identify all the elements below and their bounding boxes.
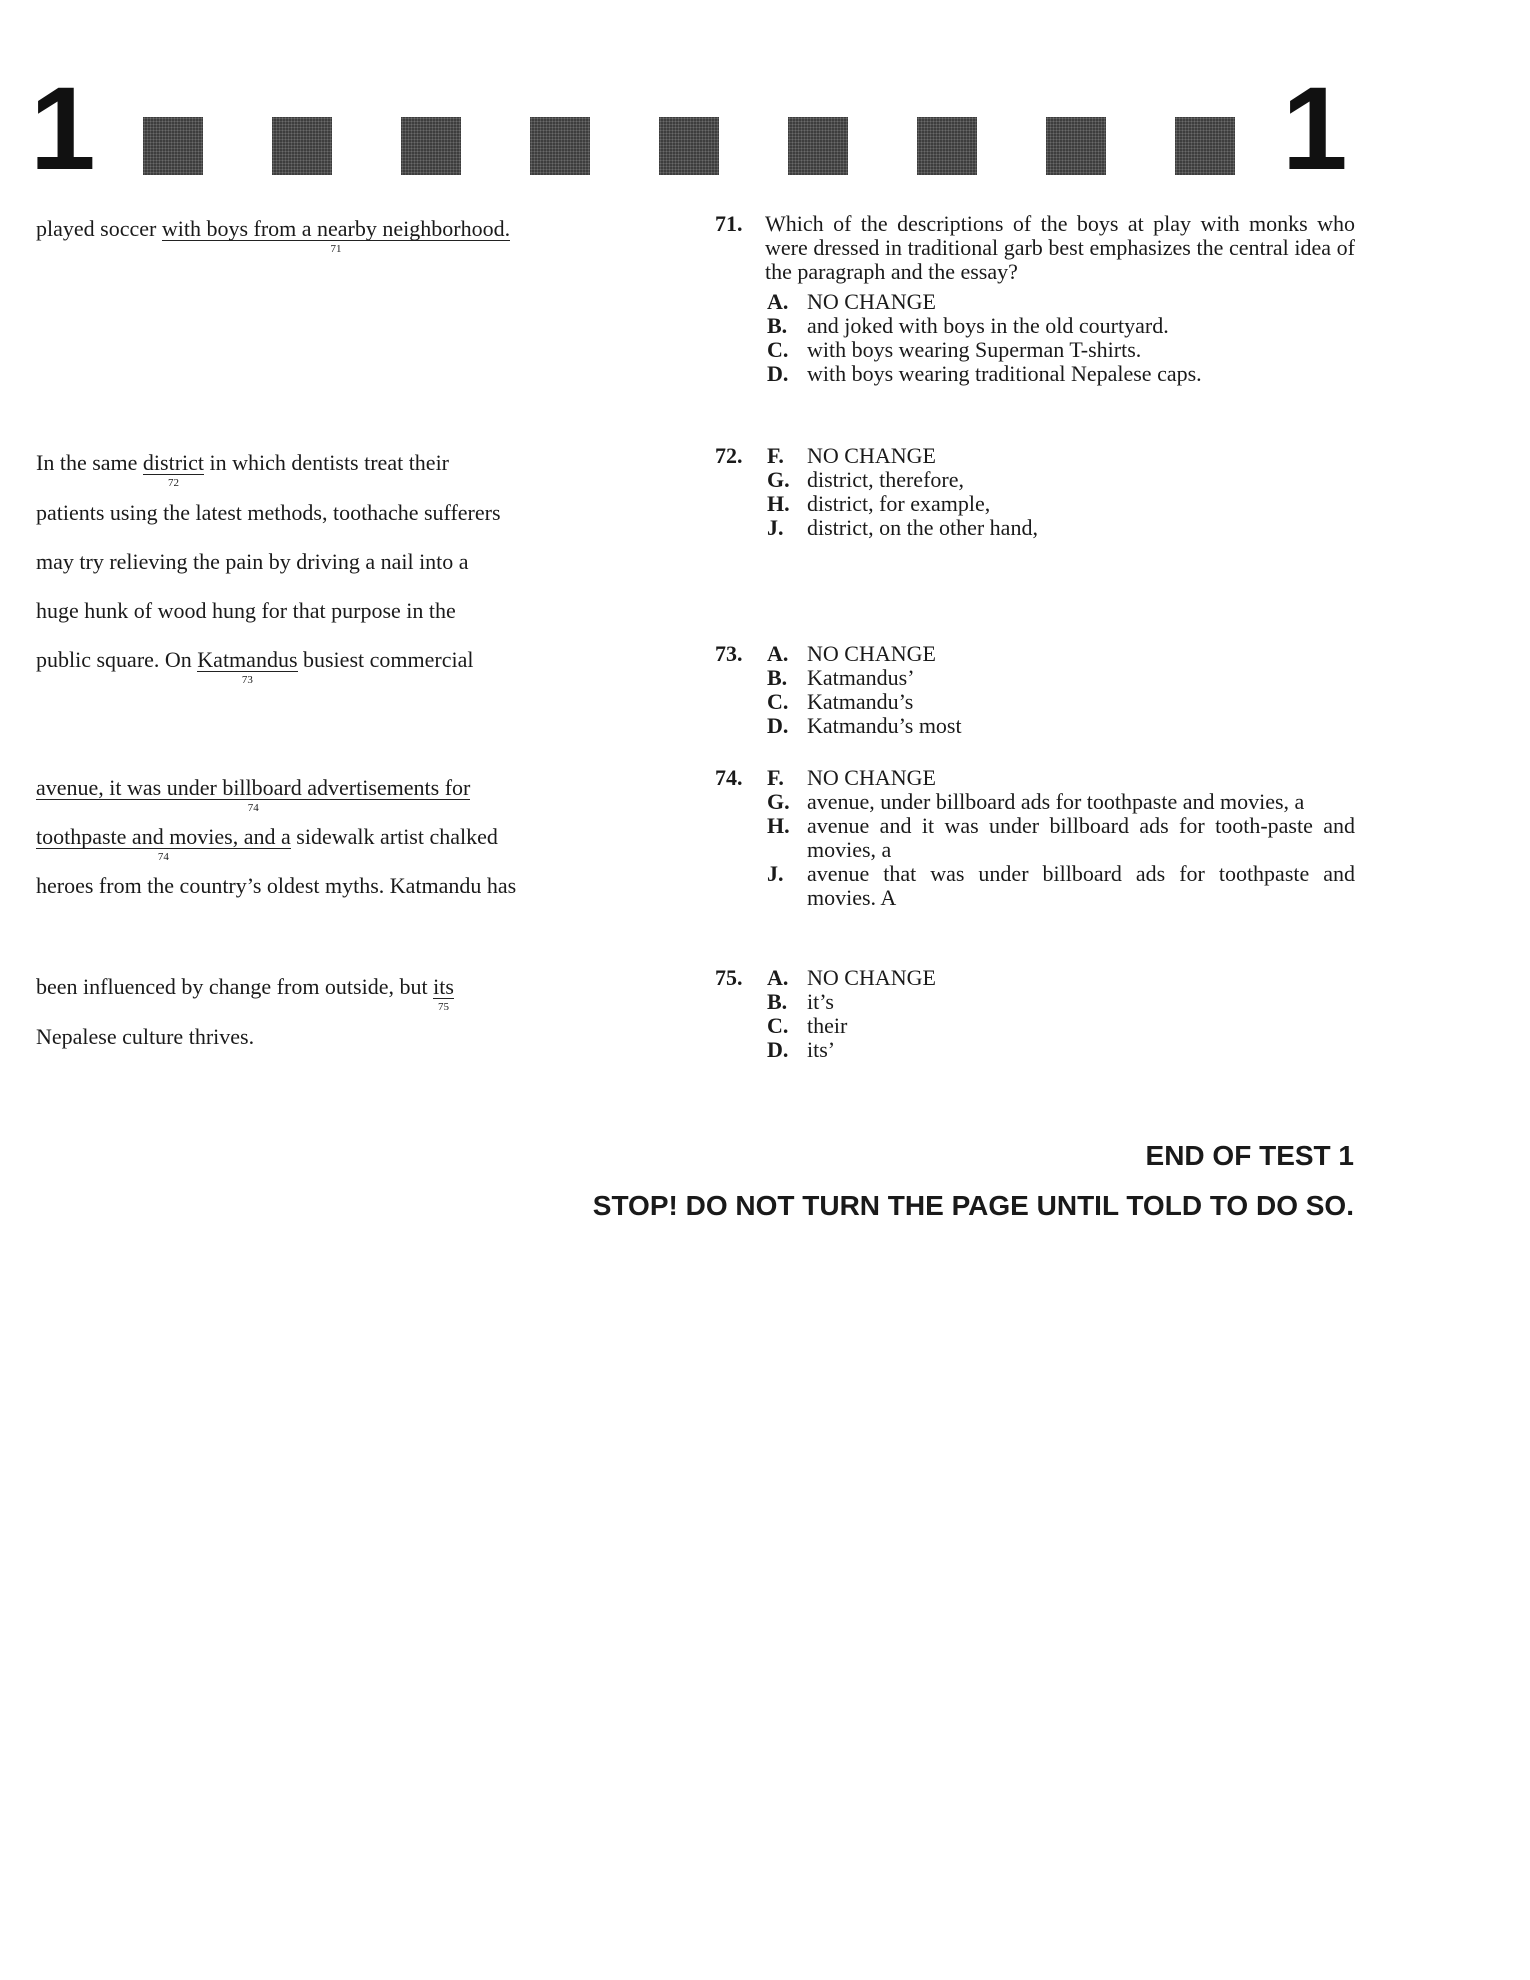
option-text: Katmandu’s most [807,713,962,738]
underlined-text: Katmandus [197,647,298,672]
passage-line: heroes from the country’s oldest myths. Katmandu has [36,873,517,898]
option-text: and joked with boys in the old courtyard. [807,313,1169,338]
header-square [530,117,590,175]
option-text: NO CHANGE [807,641,936,666]
option-text: Katmandu’s [807,689,914,714]
answer-option-d[interactable] [715,1038,1355,1062]
passage-line [36,974,454,1013]
answer-option-f[interactable] [715,444,1355,468]
header-square [1175,117,1235,175]
underlined-portion-71 [161,216,511,255]
passage-line [36,824,498,863]
answer-option-a[interactable] [715,290,1355,314]
option-text: its’ [807,1037,836,1062]
passage-line: patients using the latest methods, toothache sufferers [36,500,501,525]
question-number: 71. [715,211,743,236]
passage-text: been influenced by change from outside, but [36,974,434,999]
option-letter: G. [767,467,790,492]
option-letter: B. [767,665,788,690]
answer-option-c[interactable] [715,1014,1355,1038]
option-letter: G. [767,789,790,814]
question-number: 74. [715,765,743,790]
option-letter: A. [767,641,789,666]
question-74 [715,766,1355,910]
answer-option-d[interactable] [715,714,1355,738]
passage-line [36,216,511,255]
option-letter: F. [767,765,784,790]
answer-option-b[interactable] [715,990,1355,1014]
option-text: NO CHANGE [807,965,936,990]
header-square [143,117,203,175]
section-number-left: 1 [30,63,96,195]
answer-option-g[interactable] [715,790,1355,814]
option-text: with boys wearing Superman T-shirts. [807,337,1142,362]
passage-text: busiest commercial [297,647,474,672]
question-marker-75: 75 [438,1001,449,1013]
question-marker-74: 74 [157,851,169,863]
passage-text: in which dentists treat their [204,450,450,475]
option-text: it’s [807,989,834,1014]
underlined-portion-74 [36,824,291,863]
section-number-right: 1 [1282,63,1348,195]
underlined-text: with boys from a nearby neighborhood. [161,216,511,241]
option-text: NO CHANGE [807,289,936,314]
header-square [401,117,461,175]
underlined-text: its [433,974,454,999]
underlined-text: avenue, it was under billboard advertisements for [36,775,471,800]
option-text: avenue and it was under billboard ads for tooth-paste and movies, a [807,813,1355,862]
option-letter: H. [767,491,790,516]
passage-line [36,450,450,489]
option-text: Katmandus’ [807,665,915,690]
answer-option-c[interactable] [715,690,1355,714]
option-text: district, therefore, [807,467,964,492]
stop-instruction: STOP! DO NOT TURN THE PAGE UNTIL TOLD TO DO SO. [592,1190,1354,1221]
option-text: avenue that was under billboard ads for toothpaste and movies. A [807,861,1355,910]
header-square [788,117,848,175]
option-letter: D. [767,1037,789,1062]
question-72 [715,444,1355,540]
header-square [917,117,977,175]
answer-option-j[interactable] [715,862,1355,910]
passage-text: sidewalk artist chalked [290,824,498,849]
passage-line: huge hunk of wood hung for that purpose in the [36,598,456,623]
question-number: 73. [715,641,743,666]
passage-text: public square. On [36,647,198,672]
option-text: their [807,1013,848,1038]
question-marker-73: 73 [241,674,253,686]
option-text: with boys wearing traditional Nepalese caps. [807,361,1202,386]
option-letter: B. [767,313,788,338]
passage-line [36,647,474,686]
answer-option-c[interactable] [715,338,1355,362]
question-71 [715,212,1355,386]
answer-option-a[interactable] [715,966,1355,990]
underlined-text: toothpaste and movies, and a [36,824,291,849]
passage-text: played soccer [36,216,162,241]
option-text: NO CHANGE [807,443,936,468]
answer-option-b[interactable] [715,666,1355,690]
passage-text: In the same [36,450,143,475]
option-text: district, for example, [807,491,991,516]
question-stem: Which of the descriptions of the boys at play with monks who were dressed in traditional garb best emphasizes the central idea of the paragraph and the essay? [765,211,1355,284]
answer-option-a[interactable] [715,642,1355,666]
option-letter: C. [767,337,789,362]
header-square [272,117,332,175]
passage-line: Nepalese culture thrives. [36,1024,255,1049]
question-73 [715,642,1355,738]
question-marker-72: 72 [167,477,179,489]
answer-option-j[interactable] [715,516,1355,540]
question-75 [715,966,1355,1062]
option-letter: J. [767,861,784,886]
option-letter: D. [767,361,789,386]
passage-line [36,775,471,814]
underlined-text: district [142,450,205,475]
header-square [659,117,719,175]
option-letter: C. [767,689,789,714]
option-letter: F. [767,443,784,468]
answer-option-h[interactable] [715,814,1355,862]
option-letter: A. [767,289,789,314]
header-square [1046,117,1106,175]
answer-option-g[interactable] [715,468,1355,492]
option-letter: C. [767,1013,789,1038]
underlined-portion-75 [433,974,454,1013]
question-marker-71: 71 [330,243,342,255]
underlined-portion-73 [197,647,298,686]
section-header [0,0,1530,200]
option-text: district, on the other hand, [807,515,1038,540]
underlined-portion-72 [142,450,205,489]
question-number: 72. [715,443,743,468]
option-letter: D. [767,713,789,738]
option-letter: B. [767,989,788,1014]
underlined-portion-74 [36,775,471,814]
passage-line: may try relieving the pain by driving a nail into a [36,549,469,574]
option-text: avenue, under billboard ads for toothpaste and movies, a [807,789,1305,814]
question-marker-74: 74 [247,802,259,814]
answer-option-d[interactable] [715,362,1355,386]
question-number: 75. [715,965,743,990]
answer-option-f[interactable] [715,766,1355,790]
answer-option-b[interactable] [715,314,1355,338]
option-letter: J. [767,515,784,540]
option-letter: H. [767,813,790,838]
answer-option-h[interactable] [715,492,1355,516]
option-letter: A. [767,965,789,990]
end-of-test-label: END OF TEST 1 [1145,1140,1354,1171]
option-text: NO CHANGE [807,765,936,790]
